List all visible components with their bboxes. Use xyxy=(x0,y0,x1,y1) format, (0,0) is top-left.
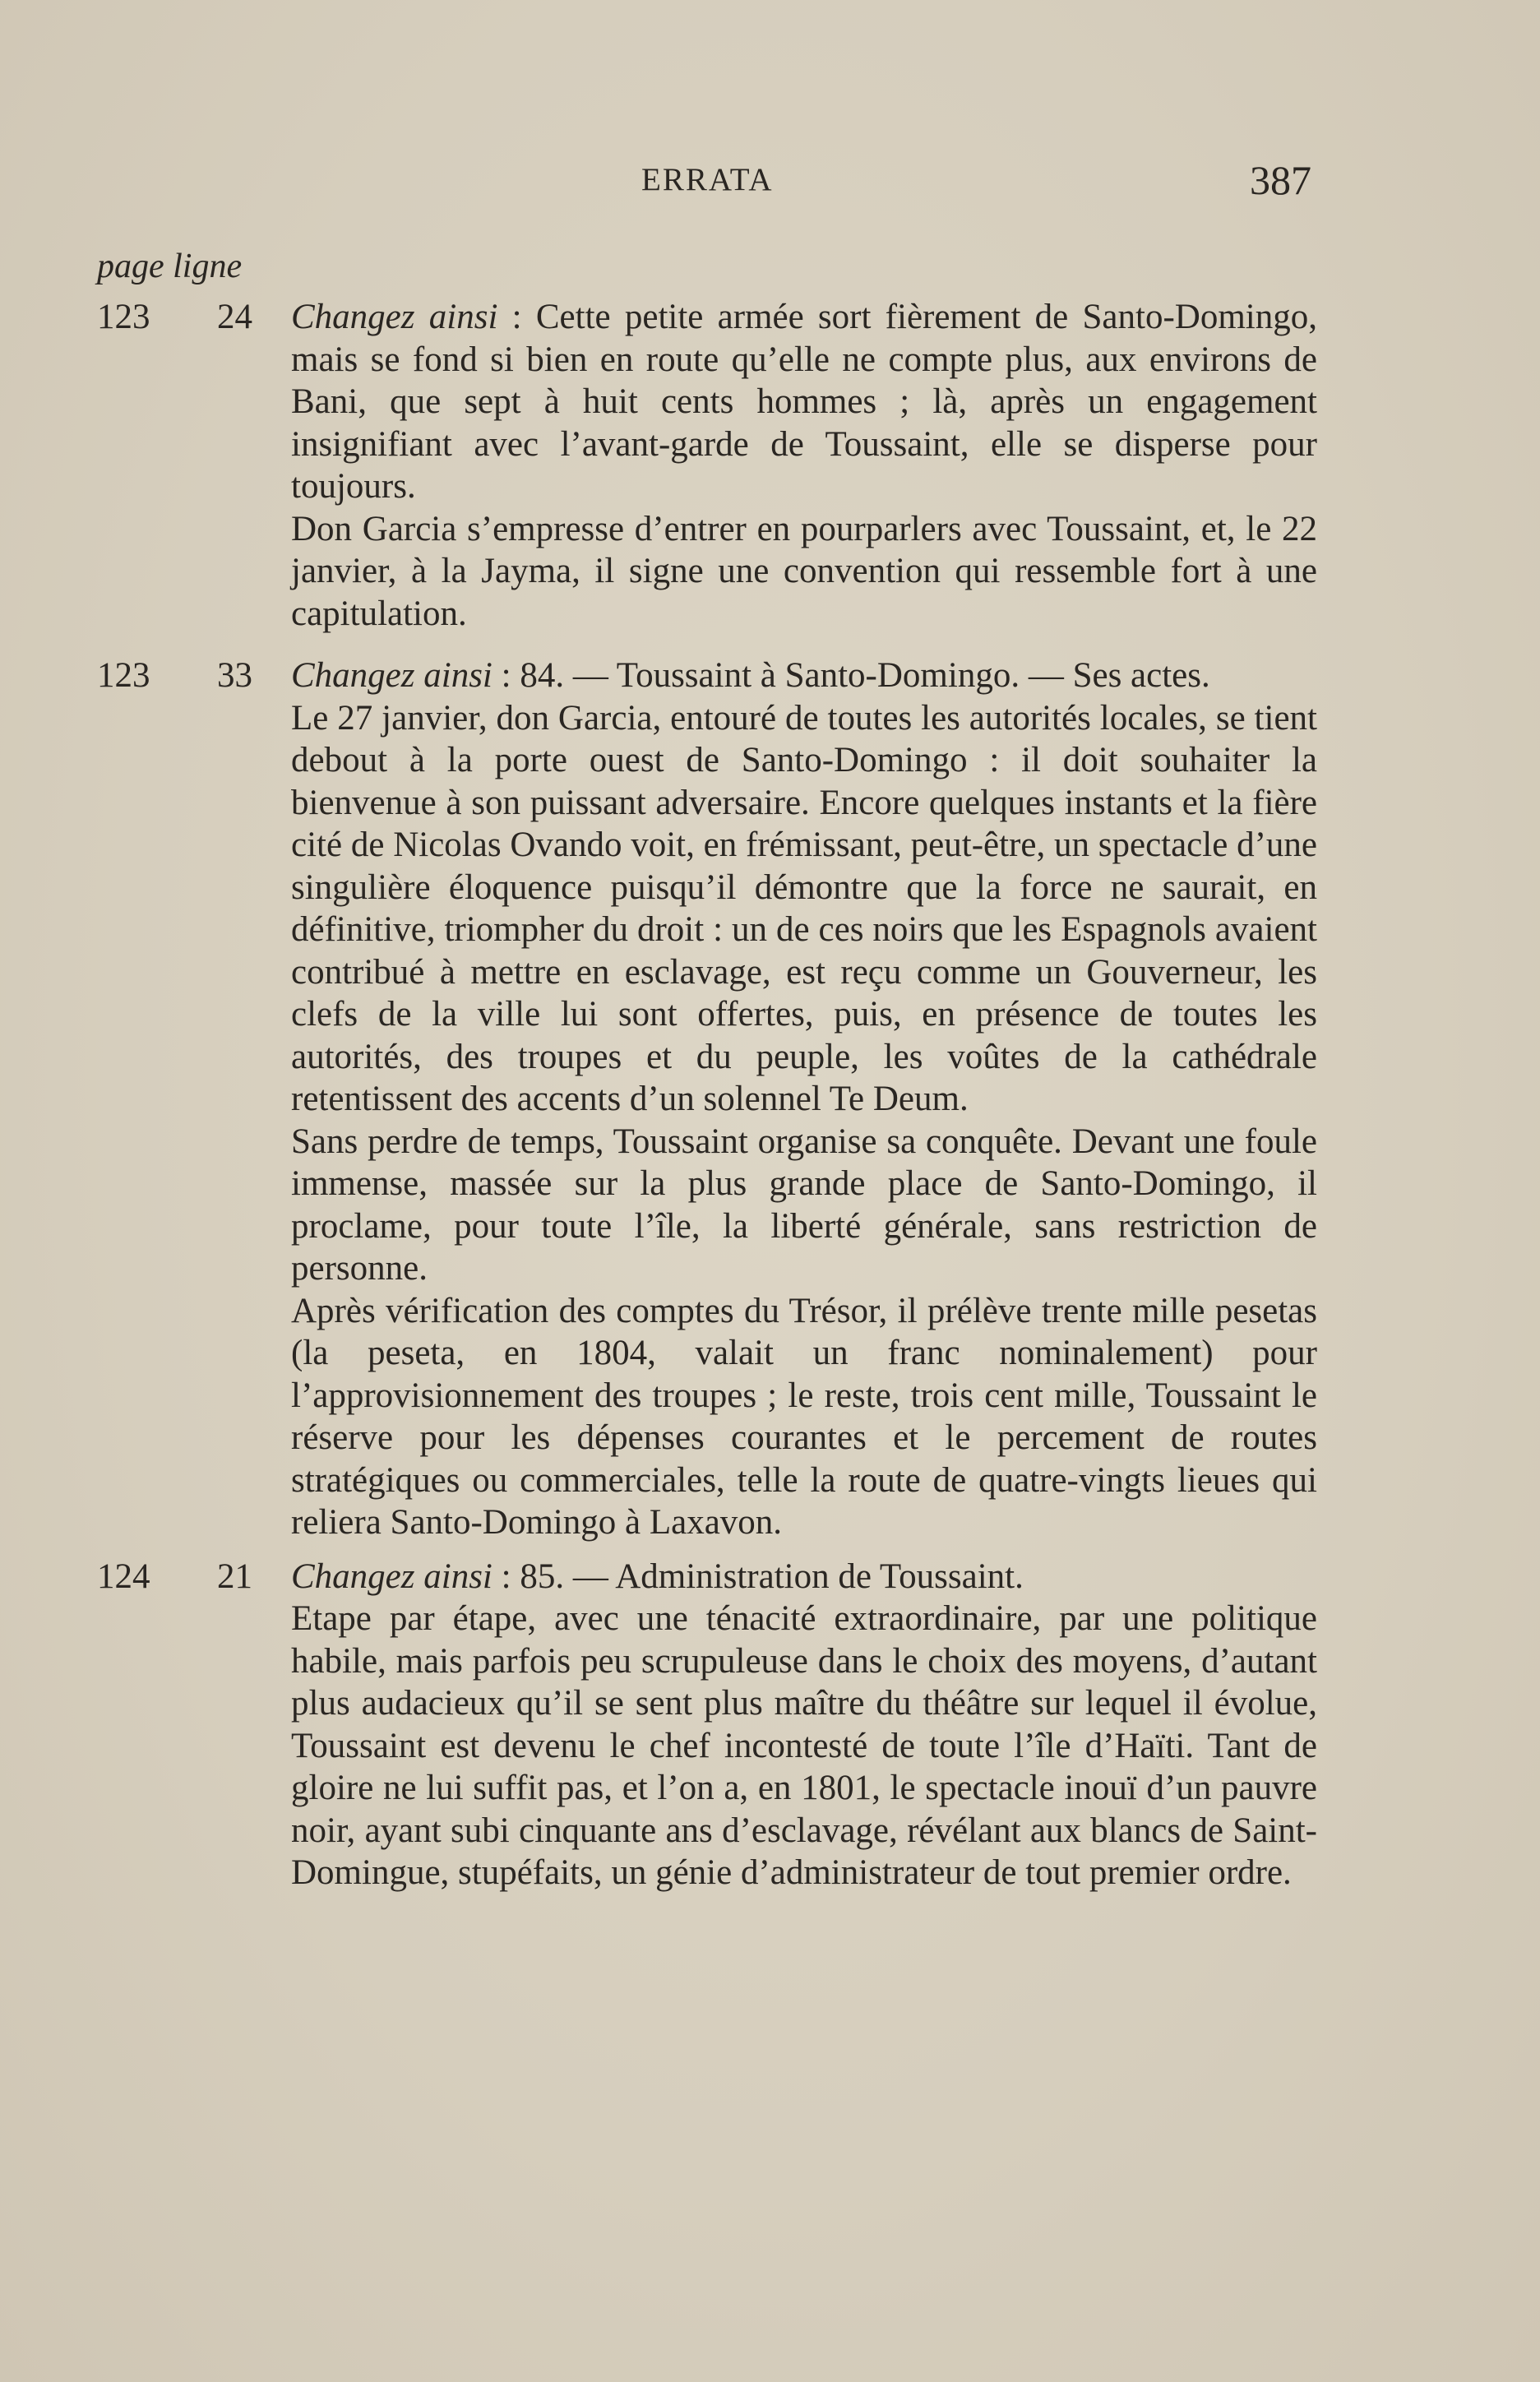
entry-first-paragraph xyxy=(291,296,1317,508)
correction-text: : 84. — Toussaint à Santo-Domingo. — Ses actes. xyxy=(492,656,1210,695)
entry-body xyxy=(291,654,1317,1544)
correction-text: : 85. — Administration de Toussaint. xyxy=(492,1556,1024,1596)
entry-first-paragraph xyxy=(291,654,1317,697)
errata-entry xyxy=(0,1556,1540,1894)
entry-body xyxy=(291,296,1317,635)
correction-lead: Changez ainsi xyxy=(291,298,498,336)
running-header-title: ERRATA xyxy=(641,162,774,197)
errata-entry xyxy=(0,654,1540,1544)
correction-lead: Changez ainsi xyxy=(291,1556,493,1596)
entry-page-number: 123 xyxy=(97,656,150,695)
entry-paragraph: Etape par étape, avec une ténacité extraordinaire, par une politique habile, mais parfois peu scrupuleuse dans le choix des moyens, d’autant plus audacieux qu’il se sent plus maître du théâtre sur lequel il évolue, Toussaint est devenu le chef incontesté de toute l’île d’Haïti. Tant de gloire ne lui suffit pas, et l’on a, en 1801, le spectacle inouï d’un pauvre noir, ayant subi cinquante ans d’esclavage, révélant aux blancs de Saint-Domingue, stupéfaits, un génie d’administrateur de tout premier ordre. xyxy=(291,1599,1317,1892)
entry-page-number: 124 xyxy=(97,1556,150,1596)
entry-paragraph: Après vérification des comptes du Trésor, il prélève trente mille pesetas (la peseta, en 1804, valait un franc nominalement) pour l’approvisionnement des troupes ; le reste, trois cent mille, Toussaint le réserve pour les dépenses courantes et le percement de routes stratégiques ou commerciales, telle la route de quatre-vingts lieues qui reliera Santo-Domingo à Laxavon. xyxy=(291,1291,1317,1542)
page-number: 387 xyxy=(1250,157,1311,203)
entry-line-number: 33 xyxy=(217,656,252,695)
entry-body xyxy=(291,1556,1317,1894)
errata-entry xyxy=(0,296,1540,635)
correction-lead: Changez ainsi xyxy=(291,656,493,695)
column-heading: page ligne xyxy=(97,247,243,285)
errata-list xyxy=(0,296,1540,1894)
entry-line-number: 21 xyxy=(217,1556,252,1596)
entry-line-number: 24 xyxy=(217,298,252,336)
entry-paragraph: Sans perdre de temps, Toussaint organise sa conquête. Devant une foule immense, massée sur la plus grande place de Santo-Domingo, il proclame, pour toute l’île, la liberté générale, sans restriction de personne. xyxy=(291,1122,1317,1288)
entry-paragraph: Don Garcia s’empresse d’entrer en pourparlers avec Toussaint, et, le 22 janvier, à la Jayma, il signe une convention qui ressemble fort à une capitulation. xyxy=(291,509,1317,633)
correction-text: : Cette petite armée sort fièrement de Santo-Domingo, mais se fond si bien en route qu’elle ne compte plus, aux environs de Bani, que sept à huit cents hommes ; là, après un engagement insignifiant avec l’avant-garde de Toussaint, elle se disperse pour toujours. xyxy=(291,298,1317,506)
entry-paragraph: Le 27 janvier, don Garcia, entouré de toutes les autorités locales, se tient debout à la porte ouest de Santo-Domingo : il doit souhaiter la bienvenue à son puissant adversaire. Encore quelques instants et la fière cité de Nicolas Ovando voit, en frémissant, peut-être, un spectacle d’une singulière éloquence puisqu’il démontre que la force ne saurait, en définitive, triompher du droit : un de ces noirs que les Espagnols avaient contribué à mettre en esclavage, est reçu comme un Gouverneur, les clefs de la ville lui sont offertes, puis, en présence de toutes les autorités, des troupes et du peuple, les voûtes de la cathédrale retentissent des accents d’un solennel Te Deum. xyxy=(291,698,1317,1118)
entry-first-paragraph xyxy=(291,1556,1317,1598)
entry-page-number: 123 xyxy=(97,298,150,336)
